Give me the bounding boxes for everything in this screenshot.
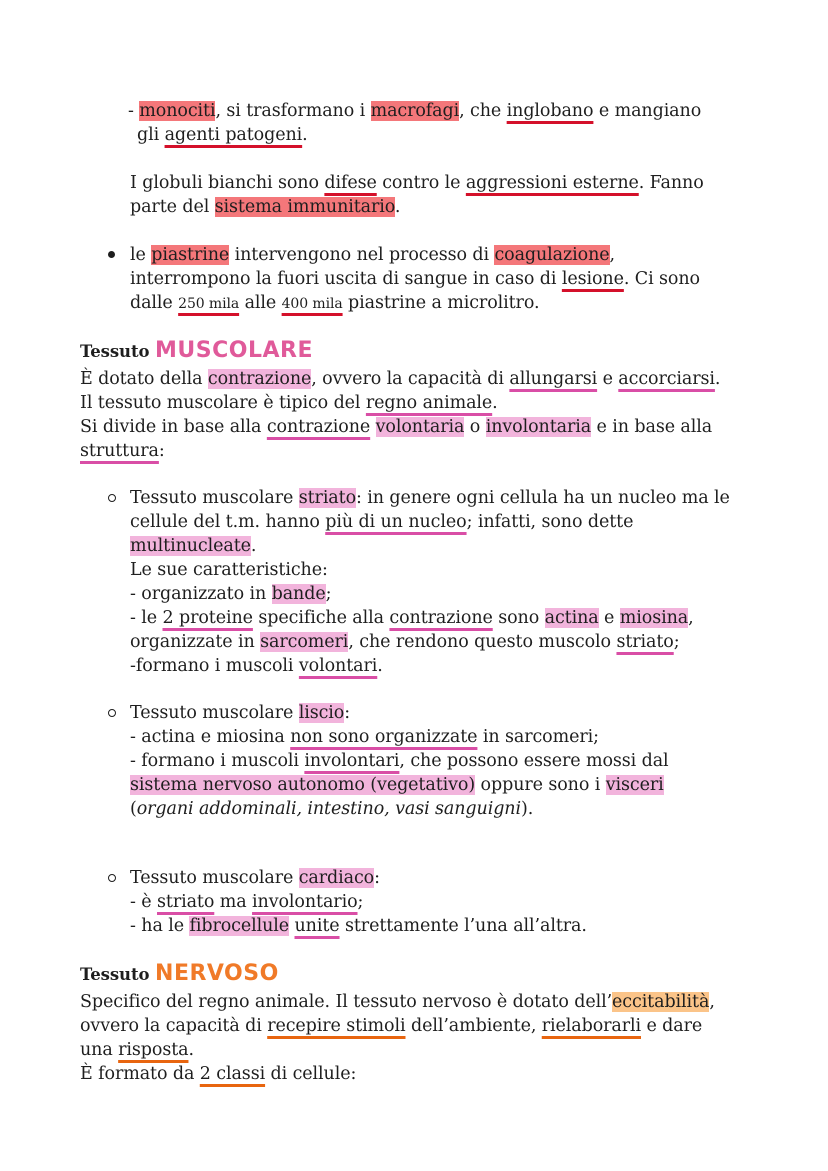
- text: .: [377, 656, 383, 676]
- underline-striato: striato: [616, 632, 674, 652]
- text: I globuli bianchi sono: [130, 173, 325, 193]
- text: ; infatti, sono dette: [466, 512, 634, 532]
- text: È formato da: [80, 1064, 200, 1084]
- muscolare-line-2: [80, 391, 498, 415]
- text: - formano i muscoli: [130, 751, 305, 771]
- text: ovvero la capacità di: [80, 1016, 268, 1036]
- text: - actina e miosina: [130, 727, 291, 747]
- text: .: [714, 369, 721, 389]
- text: ).: [520, 799, 534, 819]
- underline-struttura: struttura: [80, 441, 159, 461]
- underline-lesione: lesione: [561, 269, 624, 289]
- striato-line-4: [130, 558, 328, 582]
- nervoso-line-3: [80, 1038, 194, 1062]
- underline-unite: unite: [294, 916, 340, 936]
- agenti-line: [137, 123, 308, 147]
- highlight-fibrocellule: fibrocellule: [189, 916, 290, 936]
- liscio-line-5: [130, 797, 533, 821]
- striato-line-7: [130, 630, 680, 654]
- text: .: [394, 197, 401, 217]
- underline-2-proteine: 2 proteine: [162, 608, 253, 628]
- text: , che possono essere mossi dal: [399, 751, 669, 771]
- text: e: [597, 369, 619, 389]
- text: intervengono nel processo di: [229, 245, 495, 265]
- text: interrompono la fuori uscita di sangue in caso di: [130, 269, 562, 289]
- nervoso-line-1: [80, 990, 715, 1014]
- muscolare-line-3: [80, 415, 712, 439]
- underline-inglobano: inglobano: [506, 101, 594, 121]
- text: . Fanno: [638, 173, 704, 193]
- highlight-contrazione: contrazione: [207, 369, 312, 389]
- monociti-line: [128, 99, 701, 123]
- text: , ovvero la capacità di: [311, 369, 510, 389]
- text: e in base alla: [591, 417, 713, 437]
- text: , che rendono questo muscolo: [348, 632, 617, 652]
- highlight-macrofagi: macrofagi: [370, 101, 460, 121]
- liscio-line-2: [130, 725, 599, 749]
- text: in sarcomeri;: [477, 727, 599, 747]
- nervoso-line-4: [80, 1062, 356, 1086]
- globuli-line-2: [130, 195, 400, 219]
- text: - ha le: [130, 916, 190, 936]
- highlight-monociti: monociti: [139, 101, 216, 121]
- heading-title: NERVOSO: [155, 961, 279, 986]
- text: , si trasformano i: [215, 101, 371, 121]
- piastrine-line-2: [130, 267, 700, 291]
- text: una: [80, 1040, 119, 1060]
- bullet-dot: [108, 251, 115, 258]
- nervoso-line-2: [80, 1014, 702, 1038]
- text: le: [130, 245, 152, 265]
- text: specifiche alla: [252, 608, 390, 628]
- underline-rielaborarli: rielaborarli: [541, 1016, 641, 1036]
- text: :: [344, 703, 351, 723]
- text: alle: [239, 293, 282, 313]
- highlight-miosina: miosina: [619, 608, 689, 628]
- text: , che: [459, 101, 507, 121]
- text: dell’ambiente,: [405, 1016, 542, 1036]
- highlight-bande: bande: [271, 584, 326, 604]
- text: ,: [609, 245, 615, 265]
- underline-non-sono-organizzate: non sono organizzate: [290, 727, 478, 747]
- text: - organizzato in: [130, 584, 272, 604]
- highlight-sarcomeri: sarcomeri: [260, 632, 349, 652]
- striato-line-2: [130, 510, 633, 534]
- text: ,: [709, 992, 715, 1012]
- text: Tessuto muscolare: [130, 703, 299, 723]
- underline-difese: difese: [324, 173, 377, 193]
- text: organizzate in: [130, 632, 261, 652]
- striato-line-6: [130, 606, 694, 630]
- highlight-coagulazione: coagulazione: [494, 245, 610, 265]
- text: ;: [673, 632, 680, 652]
- text: e dare: [641, 1016, 703, 1036]
- text: sono: [492, 608, 545, 628]
- list-circle: [108, 709, 116, 717]
- underline-400-mila: 400 mila: [281, 296, 343, 312]
- highlight-multinucleate: multinucleate: [130, 536, 251, 556]
- underline-piu-di-un-nucleo: più di un nucleo: [325, 512, 467, 532]
- text: gli: [137, 125, 165, 145]
- heading-prefix: Tessuto: [80, 965, 156, 984]
- cardiaco-line-2: [130, 890, 363, 914]
- striato-line-3: [130, 534, 256, 558]
- text: .: [250, 536, 257, 556]
- underline-recepire-stimoli: recepire stimoli: [267, 1016, 406, 1036]
- text: ,: [688, 608, 694, 628]
- text: - è: [130, 892, 157, 912]
- underline-contrazione: contrazione: [266, 417, 371, 437]
- text: oppure sono i: [475, 775, 606, 795]
- underline-2-classi: 2 classi: [199, 1064, 266, 1084]
- underline-agenti-patogeni: agenti patogeni: [164, 125, 303, 145]
- text: cellule del t.m. hanno: [130, 512, 326, 532]
- underline-250-mila: 250 mila: [178, 296, 240, 312]
- text: e: [598, 608, 620, 628]
- text: contro le: [376, 173, 466, 193]
- striato-line-1: [130, 486, 730, 510]
- nervoso-heading: [80, 962, 279, 987]
- text: strettamente l’una all’altra.: [339, 916, 587, 936]
- piastrine-line-1: [130, 243, 615, 267]
- liscio-line-4: [130, 773, 664, 797]
- text: :: [374, 868, 380, 888]
- underline-accorciarsi: accorciarsi: [618, 369, 715, 389]
- italic-organi: organi addominali, intestino, vasi sanguigni: [136, 799, 521, 819]
- underline-aggressioni: aggressioni esterne: [465, 173, 639, 193]
- text: : in genere ogni cellula ha un nucleo ma le: [356, 488, 730, 508]
- text: . Ci sono: [623, 269, 700, 289]
- text: o: [464, 417, 486, 437]
- text: piastrine a microlitro.: [342, 293, 540, 313]
- underline-involontari: involontari: [304, 751, 400, 771]
- liscio-line-3: [130, 749, 669, 773]
- text: :: [158, 441, 165, 461]
- highlight-liscio: liscio: [298, 703, 345, 723]
- highlight-actina: actina: [544, 608, 599, 628]
- text: .: [188, 1040, 194, 1060]
- underline-striato: striato: [157, 892, 215, 912]
- text: -formano i muscoli: [130, 656, 299, 676]
- text: Tessuto muscolare: [130, 868, 299, 888]
- underline-regno-animale: regno animale: [365, 393, 493, 413]
- text: È dotato della: [80, 369, 208, 389]
- text: dalle: [130, 293, 179, 313]
- globuli-line-1: [130, 171, 704, 195]
- underline-involontario: involontario: [252, 892, 358, 912]
- text: Le sue caratteristiche:: [130, 560, 328, 580]
- highlight-striato: striato: [298, 488, 357, 508]
- underline-volontari: volontari: [298, 656, 378, 676]
- text: .: [302, 125, 308, 145]
- list-circle: [108, 494, 116, 502]
- text: Il tessuto muscolare è tipico del: [80, 393, 366, 413]
- piastrine-line-3: [130, 291, 539, 316]
- muscolare-line-4: [80, 439, 165, 463]
- text: Specifico del regno animale. Il tessuto nervoso è dotato dell’: [80, 992, 613, 1012]
- underline-allungarsi: allungarsi: [509, 369, 598, 389]
- text: (: [130, 799, 137, 819]
- liscio-line-1: [130, 701, 350, 725]
- list-circle: [108, 874, 116, 882]
- highlight-visceri: visceri: [605, 775, 664, 795]
- highlight-eccitabilita: eccitabilità: [612, 992, 710, 1012]
- text: ma: [214, 892, 253, 912]
- text: ;: [357, 892, 364, 912]
- heading-title: MUSCOLARE: [155, 338, 313, 363]
- highlight-cardiaco: cardiaco: [298, 868, 375, 888]
- cardiaco-line-3: [130, 914, 587, 938]
- muscolare-heading: [80, 339, 313, 364]
- text: Si divide in base alla: [80, 417, 267, 437]
- highlight-piastrine: piastrine: [151, 245, 230, 265]
- text: parte del: [130, 197, 215, 217]
- heading-prefix: Tessuto: [80, 342, 156, 361]
- text: ;: [325, 584, 332, 604]
- highlight-involontaria: involontaria: [485, 417, 592, 437]
- highlight-sistema-nervoso-autonomo: sistema nervoso autonomo (vegetativo): [130, 775, 476, 795]
- text: -: [128, 101, 140, 121]
- muscolare-line-1: [80, 367, 720, 391]
- highlight-sistema-immunitario: sistema immunitario: [214, 197, 395, 217]
- text: e mangiano: [593, 101, 702, 121]
- text: di cellule:: [265, 1064, 357, 1084]
- text: [370, 417, 375, 437]
- underline-risposta: risposta: [118, 1040, 189, 1060]
- text: .: [492, 393, 498, 413]
- highlight-volontaria: volontaria: [375, 417, 465, 437]
- underline-contrazione: contrazione: [389, 608, 493, 628]
- striato-line-5: [130, 582, 331, 606]
- cardiaco-line-1: [130, 866, 380, 890]
- text: - le: [130, 608, 163, 628]
- text: Tessuto muscolare: [130, 488, 299, 508]
- striato-line-8: [130, 654, 383, 678]
